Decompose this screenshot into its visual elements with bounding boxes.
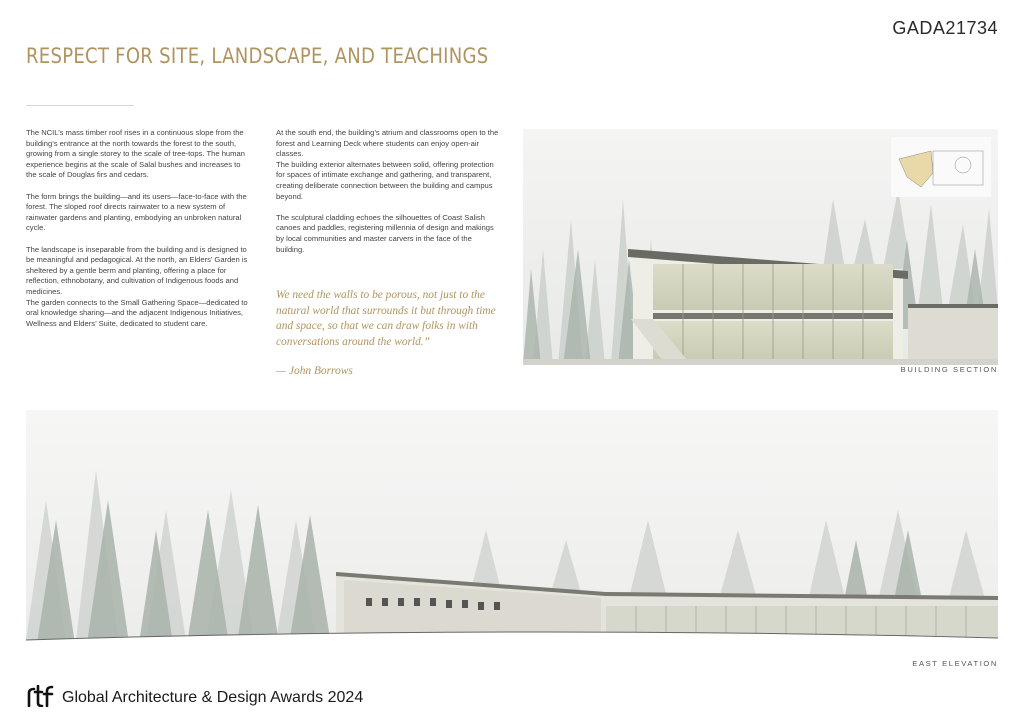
paragraph: The landscape is inseparable from the building and is designed to be meaningful and pedagogical. At the north, an Elders’ Garden is sheltered by a gentle berm and planting, offering a place for reflection, ethnobotany, and cultivation of Indigenous foods and medicines.: [26, 244, 248, 296]
page-title: RESPECT FOR SITE, LANDSCAPE, AND TEACHINGS: [26, 44, 489, 68]
paragraph: The garden connects to the Small Gathering Space—dedicated to oral knowledge sharing—and the adjacent Indigenous Initiatives, Wellness and Elders’ Suite, dedicated to student care.: [26, 297, 248, 328]
body-text-left-column: [26, 128, 248, 340]
pull-quote: We need the walls to be porous, not just to the natural world that surrounds it but through time and space, so that we can draw folks in with conversations around the world.”: [276, 289, 496, 348]
paragraph: The NCIL’s mass timber roof rises in a continuous slope from the building’s entrance at the north towards the forest to the south, growing from a single storey to the scale of tree-tops. The human experience begins at the scale of Salal bushes and increases to the scale of Douglas firs and cedars.: [26, 128, 245, 180]
paragraph: The building exterior alternates between solid, offering protection for spaces of intimate exchange and gathering, and transparent, creating deliberate connection between the building and campus beyond.: [276, 159, 494, 201]
paragraph: The form brings the building—and its users—face-to-face with the forest. The sloped roof directs rainwater to a new system of rainwater gardens and planting, embodying an unbroken natural cycle.: [26, 191, 247, 233]
paragraph: At the south end, the building’s atrium and classrooms open to the forest and Learning Deck where students can enjoy open-air classes.: [276, 128, 499, 159]
title-divider: [26, 105, 134, 106]
building-section-drawing: [523, 129, 998, 365]
east-elevation-caption: EAST ELEVATION: [912, 659, 998, 668]
paragraph: The sculptural cladding echoes the silhouettes of Coast Salish canoes and paddles, registering millennia of design and makings by local communities and master carvers in the face of the building.: [276, 212, 494, 254]
body-text-middle-column: [276, 128, 502, 266]
east-elevation-drawing: [26, 410, 998, 668]
quote-author: — John Borrows: [276, 365, 353, 377]
rtf-logo: [26, 685, 56, 707]
award-footer-text: Global Architecture & Design Awards 2024: [62, 689, 364, 706]
project-code: GADA21734: [892, 18, 998, 38]
building-section-caption: BUILDING SECTION: [900, 365, 998, 374]
